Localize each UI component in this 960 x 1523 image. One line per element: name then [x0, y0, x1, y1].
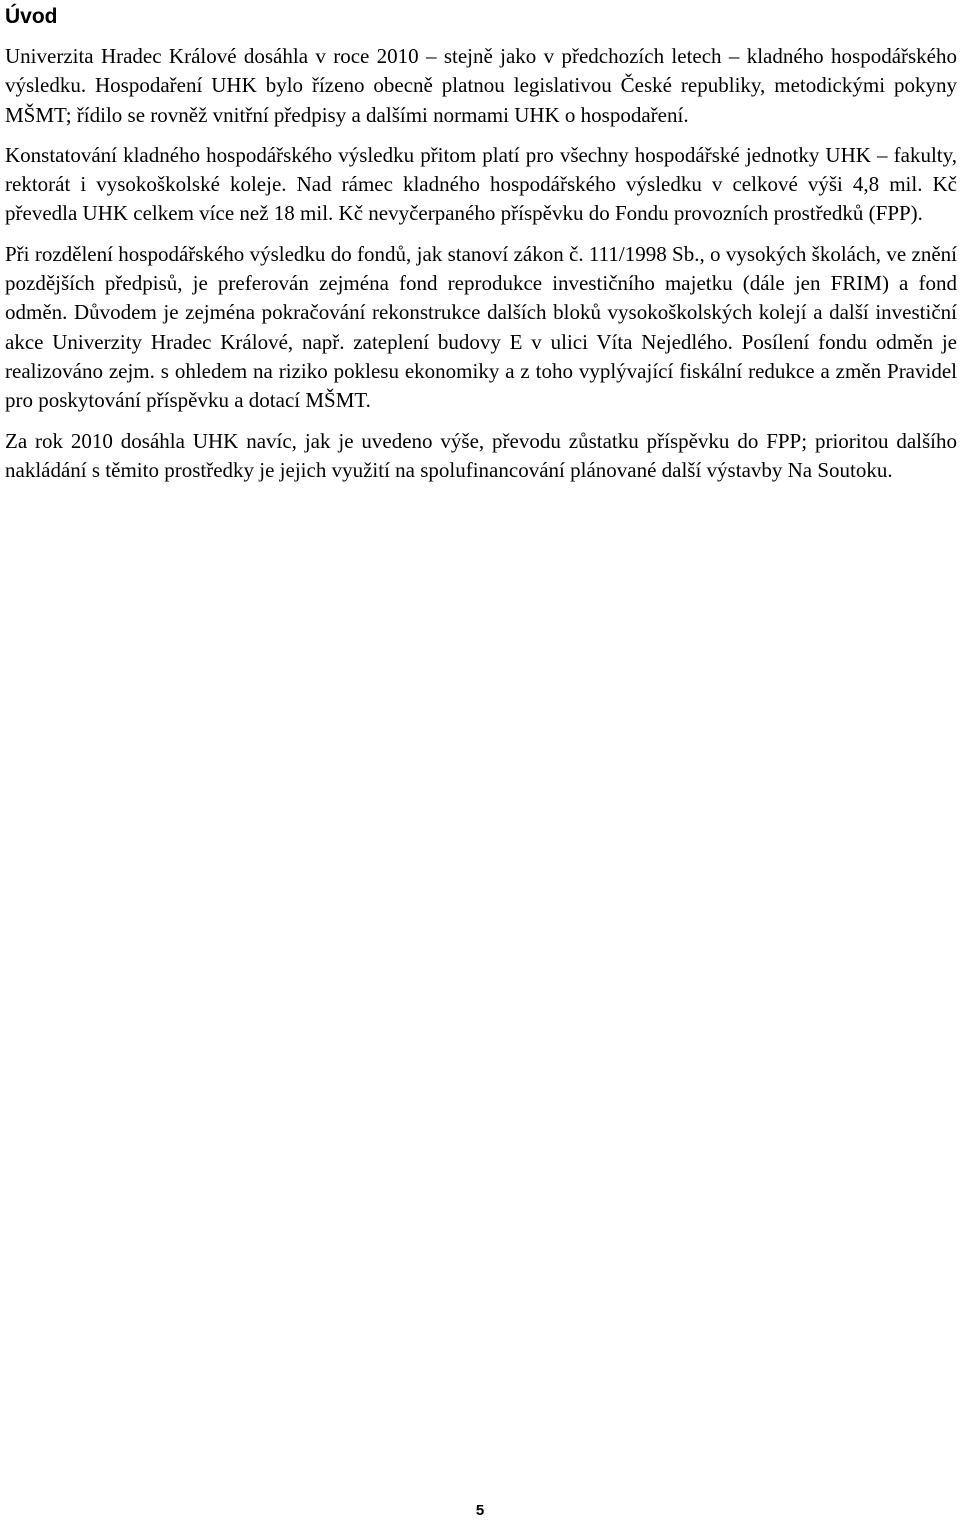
paragraph-1: Univerzita Hradec Králové dosáhla v roce 2010 – stejně jako v předchozích letech – kladného hospodářského výsledku. Hospodaření UHK bylo řízeno obecně platnou legislativou České republiky, metodickými pokyny MŠMT; řídilo se rovněž vnitřní předpisy a dalšími normami UHK o hospodaření. — [5, 44, 957, 127]
page-number: 5 — [475, 1502, 485, 1519]
paragraph-4: Za rok 2010 dosáhla UHK navíc, jak je uvedeno výše, převodu zůstatku příspěvku do FPP; prioritou dalšího nakládání s těmito prostředky je jejich využití na spolufinancování plánované další výstavby Na Soutoku. — [5, 428, 957, 482]
paragraph-3: Při rozdělení hospodářského výsledku do fondů, jak stanoví zákon č. 111/1998 Sb., o vysokých školách, ve znění pozdějších předpisů, je preferován zejména fond reprodukce investičního majetku (dále jen FRIM) a fond odměn. Důvodem je zejména pokračování rekonstrukce dalších bloků vysokoškolských kolejí a další investiční akce Univerzity Hradec Králové, např. zateplení budovy E v ulici Víta Nejedlého. Posílení fondu odměn je realizováno zejm. s ohledem na riziko poklesu ekonomiky a z toho vyplývající fiskální redukce a změn Pravidel pro poskytování příspěvku a dotací MŠMT. — [5, 241, 957, 413]
section-heading: Úvod — [5, 5, 58, 28]
body-text — [5, 42, 957, 496]
paragraph-2: Konstatování kladného hospodářského výsledku přitom platí pro všechny hospodářské jednotky UHK – fakulty, rektorát i vysokoškolské koleje. Nad rámec kladného hospodářského výsledku v celkové výši 4,8 mil. Kč převedla UHK celkem více než 18 mil. Kč nevyčerpaného příspěvku do Fondu provozních prostředků (FPP). — [5, 142, 957, 226]
